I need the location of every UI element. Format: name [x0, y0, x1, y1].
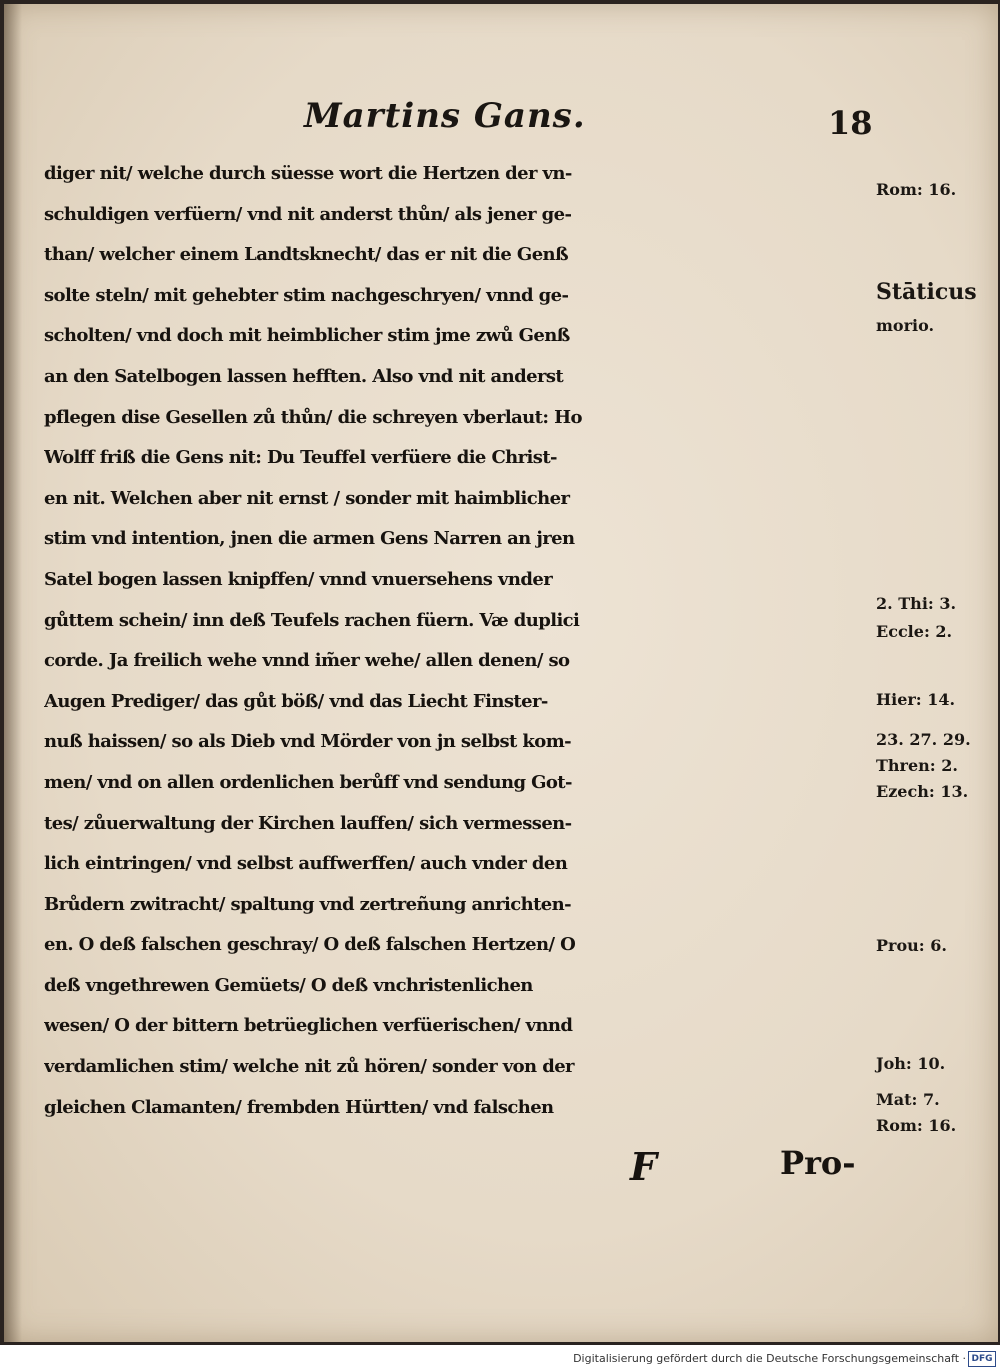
- marginal-note: Hier: 14.: [876, 690, 956, 709]
- text-line: Brůdern zwitracht/ spaltung vnd zertreñung anrichten-: [44, 893, 572, 915]
- text-line: men/ vnd on allen ordenlichen berůff vnd sendung Got-: [44, 771, 572, 793]
- marginal-note: Prou: 6.: [876, 936, 947, 955]
- funding-credit: Digitalisierung gefördert durch die Deutsche Forschungsgemeinschaft ·: [573, 1352, 966, 1365]
- text-line: verdamlichen stim/ welche nit zů hören/ sonder von der: [44, 1056, 574, 1078]
- text-line: corde. Ja freilich wehe vnnd im̃er wehe/ allen denen/ so: [44, 650, 570, 672]
- text-line: wesen/ O der bittern betrüeglichen verfüerischen/ vnnd: [44, 1015, 573, 1037]
- dfg-logo[interactable]: DFG: [968, 1351, 996, 1367]
- text-line: solte steln/ mit gehebter stim nachgeschryen/ vnnd ge-: [44, 284, 569, 306]
- text-line: nuß haissen/ so als Dieb vnd Mörder von jn selbst kom-: [44, 731, 572, 753]
- marginal-note: 2. Thi: 3.: [876, 594, 957, 613]
- marginal-note: Thren: 2.: [876, 756, 958, 775]
- marginal-note: Mat: 7.: [876, 1090, 940, 1109]
- marginal-note: Rom: 16.: [876, 1116, 957, 1135]
- marginal-note: Joh: 10.: [876, 1054, 946, 1073]
- marginal-note: Eccle: 2.: [876, 622, 953, 641]
- marginal-note: Ezech: 13.: [876, 782, 969, 801]
- text-line: schuldigen verfüern/ vnd nit anderst thůn/ als jener ge-: [44, 203, 572, 225]
- text-line: tes/ zůuerwaltung der Kirchen lauffen/ sich vermessen-: [44, 812, 572, 834]
- text-line: scholten/ vnd doch mit heimblicher stim jme zwů Genß: [44, 325, 570, 347]
- text-line: Wolff friß die Gens nit: Du Teuffel verfüere die Christ-: [44, 447, 557, 469]
- book-page: [4, 4, 998, 1342]
- signature-mark: F: [630, 1144, 657, 1189]
- page-number: 18: [828, 104, 873, 142]
- text-line: en nit. Welchen aber nit ernst / sonder mit haimblicher: [44, 487, 570, 509]
- text-line: gůttem schein/ inn deß Teufels rachen füern. Væ duplici: [44, 609, 580, 631]
- marginal-notes: [876, 4, 994, 1304]
- main-text-block: [44, 154, 874, 1128]
- text-line: stim vnd intention, jnen die armen Gens Narren an jren: [44, 528, 575, 550]
- text-line: pflegen dise Gesellen zů thůn/ die schreyen vberlaut: Ho: [44, 406, 582, 428]
- text-line: Augen Prediger/ das gůt böß/ vnd das Liecht Finster-: [44, 690, 548, 712]
- text-line: than/ welcher einem Landtsknecht/ das er nit die Genß: [44, 244, 569, 266]
- marginal-note: Stāticus: [876, 279, 977, 305]
- marginal-note: 23. 27. 29.: [876, 730, 971, 749]
- footer-bar: [0, 1350, 1000, 1371]
- gutter-shadow: [4, 4, 22, 1342]
- marginal-note: morio.: [876, 316, 935, 335]
- catchword: Pro-: [780, 1144, 856, 1182]
- text-line: deß vngethrewen Gemüets/ O deß vnchristenlichen: [44, 974, 533, 996]
- text-line: an den Satelbogen lassen hefften. Also vnd nit anderst: [44, 365, 564, 387]
- text-line: gleichen Clamanten/ frembden Hürtten/ vnd falschen: [44, 1096, 554, 1118]
- marginal-note: Rom: 16.: [876, 180, 957, 199]
- text-line: diger nit/ welche durch süesse wort die Hertzen der vn-: [44, 163, 572, 184]
- text-line: en. O deß falschen geschray/ O deß falschen Hertzen/ O: [44, 934, 576, 956]
- running-head: Martins Gans.: [304, 96, 586, 136]
- text-line: Satel bogen lassen knipffen/ vnnd vnuersehens vnder: [44, 568, 553, 590]
- text-line: lich eintringen/ vnd selbst auffwerffen/ auch vnder den: [44, 853, 568, 875]
